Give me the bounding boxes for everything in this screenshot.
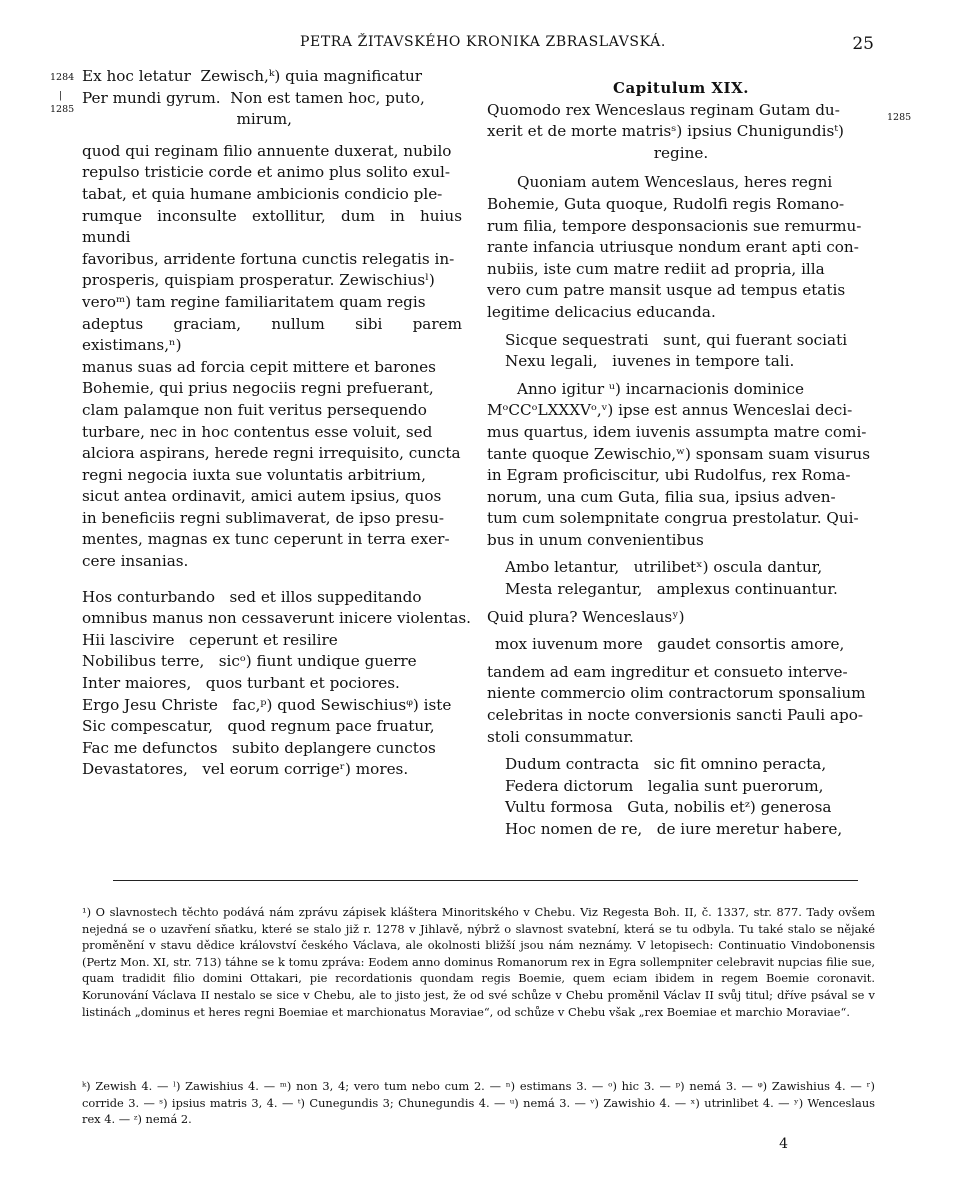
verse-block-1 [487,330,875,373]
verse-block-3 [487,754,875,840]
text-line: norum, una cum Guta, filia sua, ipsius adven- [487,487,836,506]
text-line: tum cum solempnitate congrua prestolatur. Qui- [487,509,859,528]
verse-line: Ambo letantur, utrilibetˣ) oscula dantur, [505,558,823,577]
verse-block-1 [82,66,462,131]
verse-line: Fac me defunctos subito deplangere cunctos [82,738,436,757]
verse-line: omnibus manus non cessaverunt inicere violentas. [82,609,471,628]
text-line: MᵒCCᵒLXXXVᵒ,ᵛ) ipse est annus Wenceslai deci- [487,401,853,420]
chapter-title-line: xerit et de morte matrisˢ) ipsius Chunigundisᵗ) [487,122,844,141]
verse-line: Ergo Jesu Christe fac,ᵖ) quod Sewischiusᵠ) iste [82,695,452,714]
verse-block-2 [82,587,471,781]
verse-line: Nexu legali, iuvenes in tempore tali. [505,352,795,371]
text-line: veroᵐ) tam regine familiaritatem quam regis [82,292,426,311]
margin-year-1284: 1284 [50,72,75,83]
text-line: in Egram proficiscitur, ubi Rudolfus, rex Roma- [487,466,851,485]
margin-year-right-1285: 1285 [887,112,912,123]
signature-mark: 4 [779,1136,788,1152]
text-line: celebritas in nocte conversionis sancti Pauli apo- [487,706,863,725]
verse-line: Sicque sequestrati sunt, qui fuerant sociati [505,330,848,349]
text-line: tante quoque Zewischio,ʷ) sponsam suam visurus [487,444,871,463]
text-line: tabat, et quia humane ambicionis condicio ple- [82,184,443,203]
text-line: clam palamque non fuit veritus persequendo [82,400,427,419]
text-line: in beneficiis regni sublimaverat, de ipso presu- [82,508,445,527]
text-line: adeptus graciam, nullum sibi parem existimans,ⁿ) [82,314,462,355]
text-line: tandem ad eam ingreditur et consueto interve- [487,662,848,681]
text-line: sicut antea ordinavit, amici autem ipsius, quos [82,487,442,506]
chapter-title-line: Quomodo rex Wenceslaus reginam Gutam du- [487,100,840,119]
footnote-variants: ᵏ) Zewish 4. — ˡ) Zawishius 4. — ᵐ) non 3, 4; vero tum nebo cum 2. — ⁿ) estimans 3. — ᵒ) hic 3. — ᵖ) nemá 3. — ᵠ) Zawishius 4. — ʳ) corride 3. — ˢ) ipsius matris 3, 4. — ᵗ) Cunegundis 3; Chunegundis 4. — ᵘ) nemá 3. — ᵛ) Zawishio 4. — ˣ) utrinlibet 4. — ʸ) Wenceslaus rex 4. — ᶻ) nemá 2. [82,1079,875,1127]
prose-block-1 [82,141,462,573]
text-line: turbare, nec in hoc contentus esse voluit, sed [82,422,433,441]
chapter-title [487,100,875,165]
footnote-1: ¹) O slavnostech těchto podává nám zprávu zápisek kláštera Minoritského v Chebu. Viz Regesta Boh. II, č. 1337, str. 877. Tady ovšem nejedná se o uzavření sňatku, které se stalo již r. 1278 v Jihlavě, nýbrž o slavnost svatební, která se tu odbyla. Tu také stalo se nějaké proměnění v stavu dědice království českého Václava, ale okolnosti bližší jsou nám neznámy. V letopisech: Continuatio Vindobonensis (Pertz Mon. XI, str. 713) táhne se k tomu zpráva: Eodem anno dominus Romanorum rex in Egra sollempniter celebravit nupcias filie sue, quam tradidit filio domini Ottakari, pie recordationis quondam regis Boemie, quem eciam ibidem in regem Boemie coronavit. Korunování Václava II nestalo se sice v Chebu, ale to jisto jest, že od své schůze v Chebu proměnil Václav II svůj titul; dříve psával se v listinách „dominus et heres regni Boemiae et marchionatus Moraviae“, od schůze v Chebu však „rex Boemiae et marchio Moraviae“. [82,905,875,1019]
verse-line: mox iuvenum more gaudet consortis amore, [495,635,845,654]
margin-year-1285: 1285 [50,104,75,115]
text-line: Quoniam autem Wenceslaus, heres regni [517,173,833,192]
left-column [82,66,471,781]
page-number: 25 [852,34,874,54]
running-title: PETRA ŽITAVSKÉHO KRONIKA ZBRASLAVSKÁ. [300,34,666,50]
text-line: stoli consummatur. [487,727,634,746]
text-line: alciora aspirans, herede regni irrequisito, cuncta [82,444,461,463]
text-line: manus suas ad forcia cepit mittere et barones [82,357,436,376]
chapter-heading: Capitulum XIX. [613,79,749,97]
text-line: favoribus, arridente fortuna cunctis relegatis in- [82,249,455,268]
text-line: mus quartus, idem iuvenis assumpta matre comi- [487,422,867,441]
text-line: prosperis, quispiam prosperatur. Zewischiusˡ) [82,271,435,290]
verse-line: Devastatores, vel eorum corrigeʳ) mores. [82,760,409,779]
text-line: bus in unum convenientibus [487,530,704,549]
text-line: rumque inconsulte extollitur, dum in huius mundi [82,206,462,247]
right-column [487,78,875,841]
text-line: quod qui reginam filio annuente duxerat, nubilo [82,141,452,160]
verse-line: Dudum contracta sic fit omnino peracta, [505,755,827,774]
text-line: mentes, magnas ex tunc ceperunt in terra exer- [82,530,450,549]
prose-block-3 [487,662,875,748]
verse-line: Sic compescatur, quod regnum pace fruatur, [82,717,435,736]
text-line: Quid plura? Wenceslausʸ) [487,607,685,626]
chapter-title-line: regine. [653,143,709,162]
verse-line: Mesta relegantur, amplexus continuantur. [505,580,838,599]
verse-line: Hii lascivire ceperunt et resilire [82,630,338,649]
text-line: Bohemie, qui prius negociis regni prefuerant, [82,379,434,398]
text-line: rante infancia utriusque nondum erant apti con- [487,238,859,257]
verse-line: Federa dictorum legalia sunt puerorum, [505,776,824,795]
verse-line: Per mundi gyrum. Non est tamen hoc, puto, [82,88,425,107]
verse-line: Vultu formosa Guta, nobilis etᶻ) generosa [505,798,832,817]
text-line: regni negocia iuxta sue voluntatis arbitrium, [82,465,426,484]
text-line: repulso tristicie corde et animo plus solito exul- [82,163,450,182]
text-line: nubiis, iste cum matre rediit ad propria, illa [487,259,825,278]
verse-line: Nobilibus terre, sicᵒ) fiunt undique guerre [82,652,417,671]
text-line: rum filia, tempore desponsacionis sue remurmu- [487,216,862,235]
prose-block-1 [487,172,875,323]
verse-line: Hoc nomen de re, de iure meretur habere, [505,820,843,838]
verse-line: Inter maiores, quos turbant et pociores. [82,674,400,693]
verse-line: Hos conturbando sed et illos suppeditando [82,587,422,606]
verse-line: Ex hoc letatur Zewisch,ᵏ) quia magnificatur [82,67,423,85]
text-line: legitime delicacius educanda. [487,302,716,321]
verse-line: mirum, [82,110,293,129]
text-line: Bohemie, Guta quoque, Rudolfi regis Romano- [487,194,845,213]
verse-block-2 [487,557,875,600]
text-line: vero cum patre mansit usque ad tempus etatis [487,281,846,300]
footnote-divider [113,880,858,881]
text-line: niente commercio olim contractorum sponsalium [487,684,866,703]
text-line: cere insanias. [82,552,189,571]
prose-block-2 [487,379,875,552]
text-line: Anno igitur ᵘ) incarnacionis dominice [517,379,805,398]
running-header [0,34,960,58]
margin-year-bar: | [59,90,63,101]
